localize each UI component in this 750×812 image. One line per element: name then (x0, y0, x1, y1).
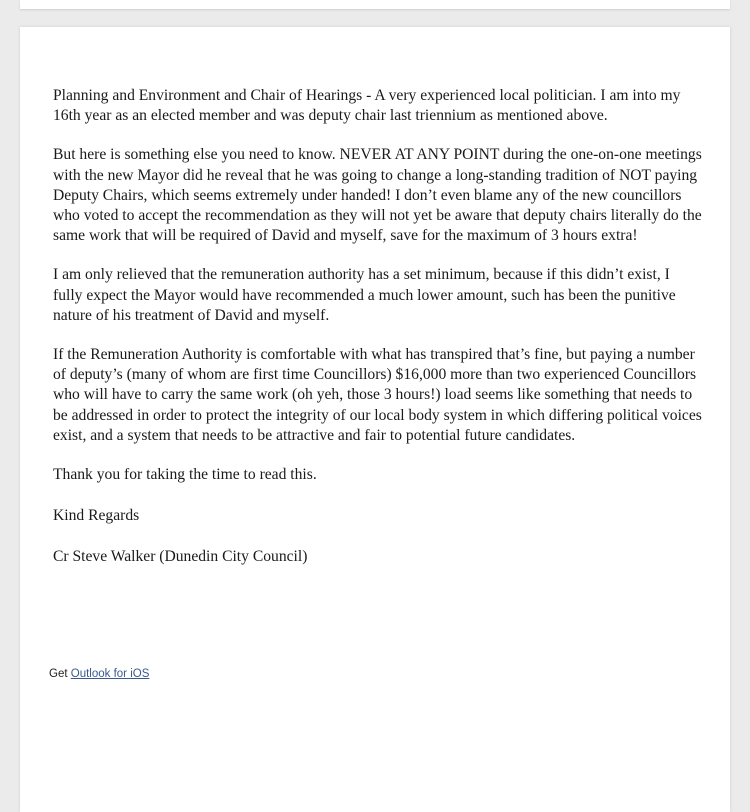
outlook-ios-link[interactable]: Outlook for iOS (70, 668, 150, 680)
paragraph-1: Planning and Environment and Chair of Hearings - A very experienced local politician. I am into my 16th year as an elected member and was deputy chair last triennium as mentioned above. (53, 87, 681, 125)
paragraph-3: I am only relieved that the remuneration authority has a set minimum, because if this didn’t exist, I fully expect the Mayor would have recommended a much lower amount, such has been the punitive nature of his treatment of David and myself. (53, 266, 676, 324)
paragraph-4: If the Remuneration Authority is comfortable with what has transpired that’s fine, but paying a number of deputy’s (many of whom are first time Councillors) $16,000 more than two experienced Councillors who will have to carry the same work (oh yeh, those 3 hours!) load seems like something that needs to be addressed in order to protect the integrity of our local body system in which differing political voices exist, and a system that needs to be attractive and fair to potential future candidates. (53, 346, 702, 444)
document-page (20, 27, 730, 812)
closing-line: Kind Regards (53, 507, 140, 525)
previous-page-edge (20, 0, 730, 9)
footer-prefix: Get (49, 668, 68, 680)
letter-body (53, 86, 703, 589)
email-footer (49, 668, 149, 680)
thanks-line: Thank you for taking the time to read this. (53, 466, 317, 484)
signature-line: Cr Steve Walker (Dunedin City Council) (53, 548, 308, 566)
paragraph-2: But here is something else you need to know. NEVER AT ANY POINT during the one-on-one meetings with the new Mayor did he reveal that he was going to change a long-standing tradition of NOT paying Deputy Chairs, which seems extremely under handed! I don’t even blame any of the new councillors who voted to accept the recommendation as they will not yet be aware that deputy chairs literally do the same work that will be required of David and myself, save for the maximum of 3 hours extra! (53, 146, 702, 245)
